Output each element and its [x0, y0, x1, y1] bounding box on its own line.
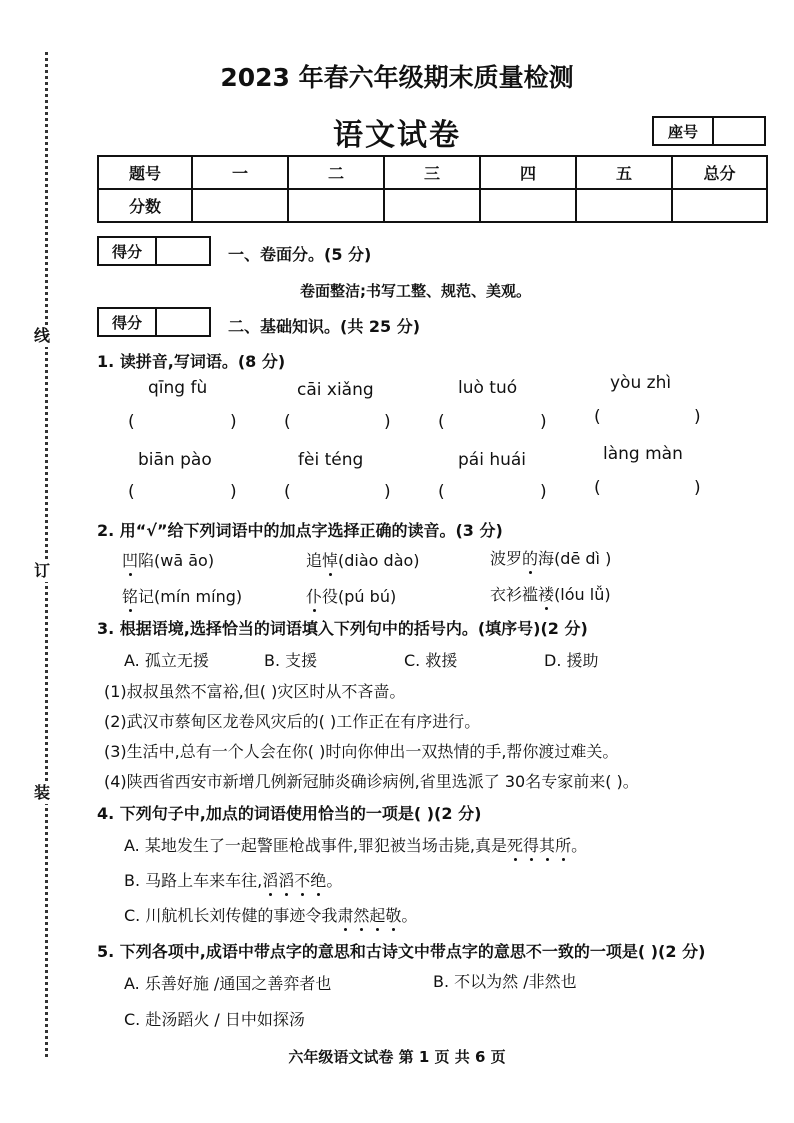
q1-answer-lparen: (: [284, 412, 291, 432]
q1-answer-rparen: ): [540, 482, 547, 502]
exam-title: 2023 年春六年级期末质量检测: [220, 63, 574, 92]
q2-item: [490, 546, 611, 569]
score-cell[interactable]: [384, 189, 480, 222]
q3-item: (4)陕西省西安市新增几例新冠肺炎确诊病例,省里选派了 30名专家前来( )。: [104, 772, 639, 791]
q1-answer-rparen: ): [694, 407, 701, 427]
q3-option[interactable]: D. 援助: [544, 651, 599, 670]
q2-word: 铭记: [122, 587, 155, 606]
score-cell[interactable]: [576, 189, 672, 222]
q1-answer-rparen: ): [384, 482, 391, 502]
q1-answer-rparen: ): [230, 482, 237, 502]
q5-option-b[interactable]: B. 不以为然 /非然也: [433, 972, 577, 991]
q1-pinyin: biān pào: [138, 450, 212, 470]
q1-answer-lparen: (: [438, 412, 445, 432]
q5-option-a[interactable]: A. 乐善好施 /通国之善弈者也: [124, 974, 332, 993]
q4-option-c[interactable]: [124, 903, 417, 926]
score-table-header-cell: 四: [480, 156, 576, 189]
q2-word: 凹陷: [122, 551, 155, 570]
seat-number-field[interactable]: [714, 118, 764, 144]
q1-pinyin: qīng fù: [148, 378, 208, 398]
q2-item: [122, 548, 214, 571]
section1-title: 一、卷面分。(5 分): [228, 245, 372, 264]
q3-stem: 3. 根据语境,选择恰当的词语填入下列句中的括号内。(填序号)(2 分): [97, 619, 588, 638]
q3-item: (2)武汉市蔡甸区龙卷风灾后的( )工作正在有序进行。: [104, 712, 481, 731]
score-cell[interactable]: [288, 189, 384, 222]
score-cell[interactable]: [192, 189, 288, 222]
q2-word: 波罗的海: [490, 549, 555, 568]
q1-pinyin: cāi xiǎng: [297, 380, 374, 400]
q1-answer-lparen: (: [128, 412, 135, 432]
q2-options[interactable]: (diào dào): [338, 551, 420, 570]
q2-word: 衣衫褴褛: [490, 585, 555, 604]
score-table-score-label: 分数: [98, 189, 192, 222]
q1-pinyin: fèi téng: [298, 450, 364, 470]
q2-word: 仆役: [306, 587, 339, 606]
q1-pinyin: luò tuó: [458, 378, 518, 398]
score-box-field[interactable]: [157, 309, 209, 335]
q1-answer-lparen: (: [594, 407, 601, 427]
q1-pinyin: yòu zhì: [610, 373, 672, 393]
seat-number-label: 座号: [654, 118, 714, 144]
seat-number-box: [652, 116, 766, 146]
q5-stem: 5. 下列各项中,成语中带点字的意思和古诗文中带点字的意思不一致的一项是( )(2 分): [97, 942, 706, 961]
q1-stem: 1. 读拼音,写词语。(8 分): [97, 352, 286, 371]
score-table: [97, 155, 768, 223]
q3-item: (3)生活中,总有一个人会在你( )时向你伸出一双热情的手,帮你渡过难关。: [104, 742, 619, 761]
score-table-header-cell: 题号: [98, 156, 192, 189]
q1-pinyin: pái huái: [458, 450, 527, 470]
q4-option-text: A. 某地发生了一起警匪枪战事件,罪犯被当场击毙,真是: [124, 836, 508, 855]
score-table-header-cell: 一: [192, 156, 288, 189]
q2-word: 追悼: [306, 551, 339, 570]
q2-item: [122, 584, 242, 607]
section1-description: 卷面整洁;书写工整、规范、美观。: [300, 282, 532, 300]
score-table-header-cell: 总分: [672, 156, 767, 189]
score-box-label: 得分: [99, 238, 157, 264]
q1-answer-lparen: (: [284, 482, 291, 502]
q1-answer-lparen: (: [438, 482, 445, 502]
binding-label-staple: 装: [34, 783, 51, 802]
q4-option-a[interactable]: [124, 833, 587, 856]
q1-answer-lparen: (: [128, 482, 135, 502]
q1-answer-rparen: ): [694, 478, 701, 498]
score-box-label: 得分: [99, 309, 157, 335]
q1-answer-lparen: (: [594, 478, 601, 498]
q2-item: [306, 548, 420, 571]
q1-answer-rparen: ): [384, 412, 391, 432]
q2-item: [306, 584, 396, 607]
score-table-header-cell: 二: [288, 156, 384, 189]
q1-answer-rparen: ): [230, 412, 237, 432]
q4-option-text: 。: [571, 836, 588, 855]
exam-subtitle: 语文试卷: [333, 118, 461, 153]
score-cell[interactable]: [480, 189, 576, 222]
q4-option-text: 。: [401, 906, 418, 925]
q5-option-c[interactable]: C. 赴汤蹈火 / 日中如探汤: [124, 1010, 305, 1029]
page-footer: 六年级语文试卷 第 1 页 共 6 页: [288, 1048, 506, 1066]
q1-answer-rparen: ): [540, 412, 547, 432]
score-table-header-cell: 五: [576, 156, 672, 189]
q4-dotted-phrase: 滔滔不绝: [262, 871, 327, 890]
q2-options[interactable]: (dē dì ): [554, 549, 612, 568]
q2-stem: 2. 用“√”给下列词语中的加点字选择正确的读音。(3 分): [97, 521, 503, 540]
q2-item: [490, 582, 611, 605]
score-table-score-row: [98, 189, 767, 222]
q4-dotted-phrase: 肃然起敬: [337, 906, 402, 925]
score-cell[interactable]: [672, 189, 767, 222]
q2-options[interactable]: (pú bú): [338, 587, 397, 606]
q4-option-b[interactable]: [124, 868, 342, 891]
q2-options[interactable]: (mín míng): [154, 587, 243, 606]
section2-title: 二、基础知识。(共 25 分): [228, 317, 421, 336]
section1-score-box: [97, 236, 211, 266]
q4-option-text: 。: [326, 871, 343, 890]
q2-options[interactable]: (lóu lǚ): [554, 585, 611, 604]
q4-stem: 4. 下列句子中,加点的词语使用恰当的一项是( )(2 分): [97, 804, 482, 823]
q1-pinyin: làng màn: [603, 444, 683, 464]
q4-dotted-phrase: 死得其所: [507, 836, 572, 855]
score-table-header-row: [98, 156, 767, 189]
section2-score-box: [97, 307, 211, 337]
binding-label-line: 线: [34, 326, 51, 345]
q3-item: (1)叔叔虽然不富裕,但( )灾区时从不吝啬。: [104, 682, 406, 701]
binding-label-bind: 订: [34, 561, 51, 580]
q3-option[interactable]: A. 孤立无援: [124, 651, 209, 670]
score-table-header-cell: 三: [384, 156, 480, 189]
binding-dotted-line: [45, 52, 48, 1057]
q4-option-text: C. 川航机长刘传健的事迹令我: [124, 906, 338, 925]
q2-options[interactable]: (wā āo): [154, 551, 215, 570]
q3-option[interactable]: B. 支援: [264, 651, 318, 670]
q4-option-text: B. 马路上车来车往,: [124, 871, 263, 890]
score-box-field[interactable]: [157, 238, 209, 264]
q3-option[interactable]: C. 救援: [404, 651, 458, 670]
